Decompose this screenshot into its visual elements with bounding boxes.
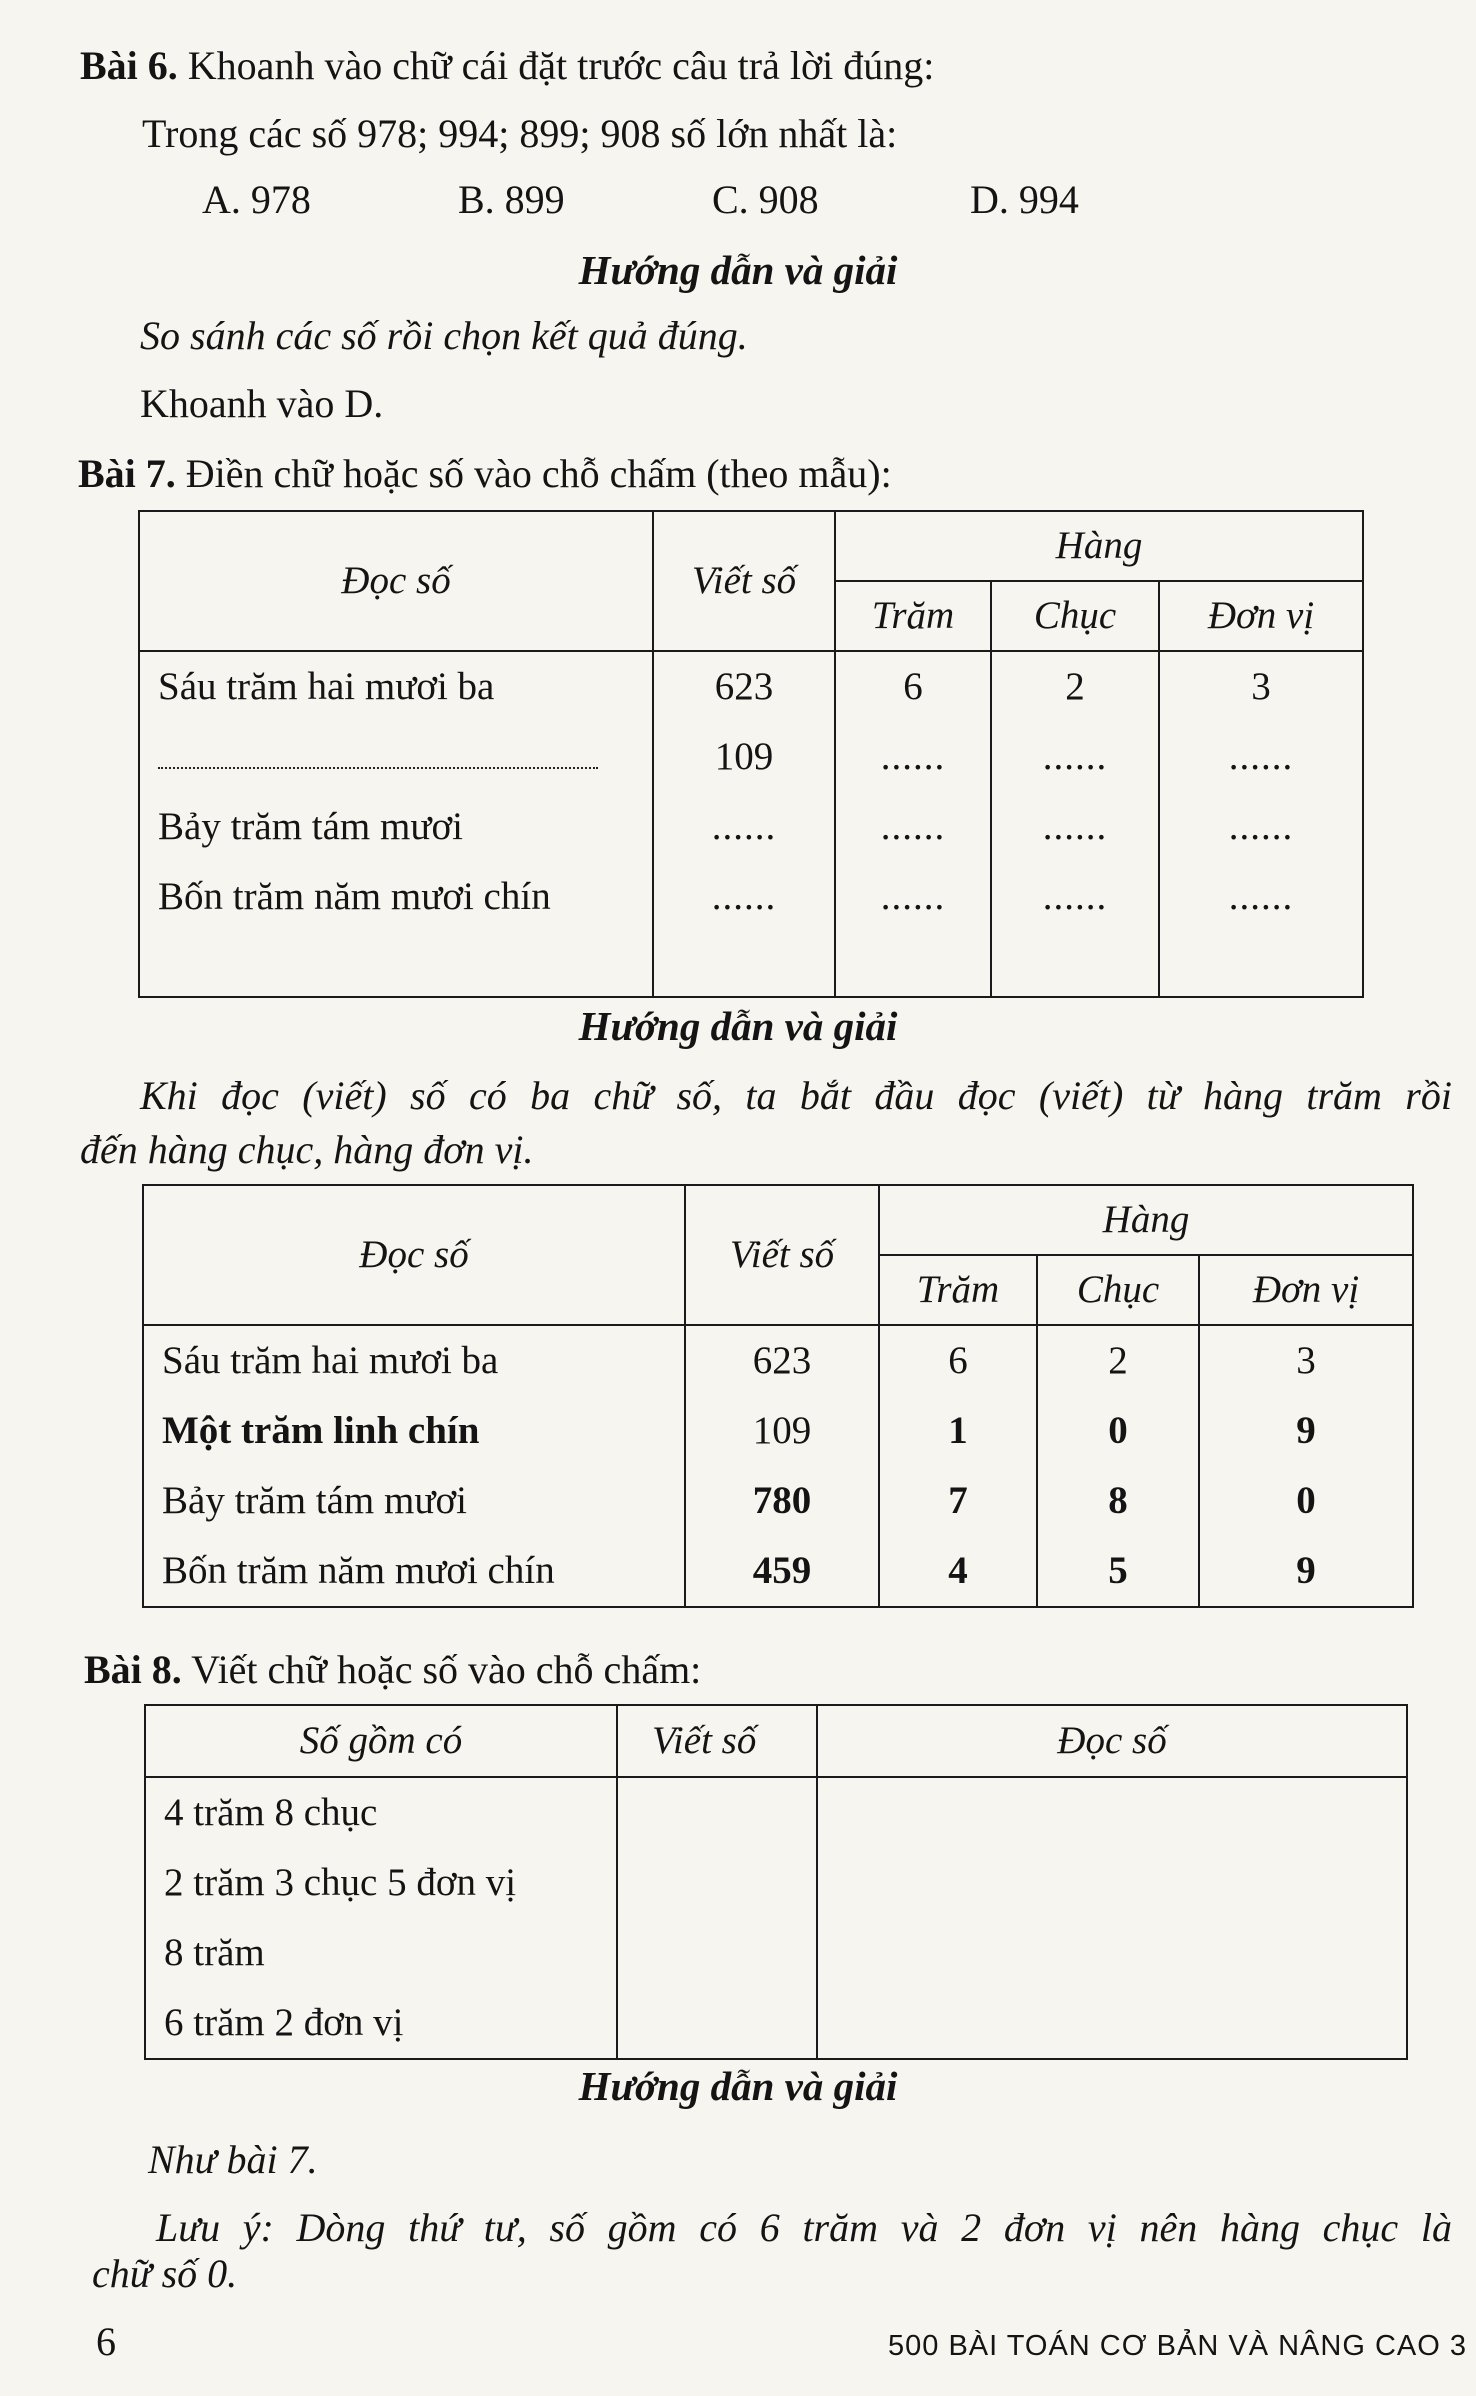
header-viet-so: Viết số: [653, 511, 835, 651]
table-row-doc: Bảy trăm tám mươi: [158, 805, 463, 848]
page-number: 6: [96, 2319, 116, 2364]
table-cell: ......: [1228, 735, 1294, 778]
table-cell: ......: [711, 875, 777, 918]
table-cell: ......: [1228, 805, 1294, 848]
table-cell: 1: [948, 1409, 968, 1452]
table-row: 6 trăm 2 đơn vị: [164, 2001, 404, 2044]
col-don-vi: [1159, 651, 1363, 997]
bai8-heading: [84, 1646, 701, 1694]
table-cell: 0: [1108, 1409, 1128, 1452]
table-cell: 7: [948, 1479, 968, 1522]
table-cell: ......: [1042, 875, 1108, 918]
bai7-instruction: Điền chữ hoặc số vào chỗ chấm (theo mẫu):: [185, 451, 892, 496]
table-cell: 109: [714, 735, 774, 778]
header-viet-so: Viết số: [685, 1185, 879, 1325]
table-cell: ......: [880, 875, 946, 918]
table-cell: 6: [948, 1339, 968, 1382]
table-cell: ......: [880, 805, 946, 848]
bai7-label: Bài 7.: [78, 451, 176, 496]
table-cell: 5: [1108, 1549, 1128, 1592]
table-row-doc: Bảy trăm tám mươi: [162, 1479, 467, 1522]
bai8-table: [144, 1704, 1408, 2060]
table-cell: 4: [948, 1549, 968, 1592]
table-cell: 109: [752, 1409, 812, 1452]
bai6-label: Bài 6.: [80, 43, 178, 88]
table-cell: 3: [1296, 1339, 1316, 1382]
bai6-question: Trong các số 978; 994; 899; 908 số lớn nhất là:: [142, 111, 898, 156]
col-viet-so: [685, 1325, 879, 1607]
header-doc-so: Đọc số: [817, 1705, 1407, 1777]
bai8-hint: Như bài 7.: [148, 2137, 318, 2182]
table-cell: 6: [903, 665, 923, 708]
table-cell: 459: [752, 1549, 812, 1592]
table-cell: 2: [1108, 1339, 1128, 1382]
header-hang: Hàng: [835, 511, 1363, 581]
bai6-heading: [80, 42, 934, 90]
table-row: 4 trăm 8 chục: [164, 1791, 378, 1834]
book-title: 500 BÀI TOÁN CƠ BẢN VÀ NÂNG CAO 3: [888, 2330, 1467, 2362]
col-chuc: [1037, 1325, 1199, 1607]
table-cell: ......: [1228, 875, 1294, 918]
bai6-option-c: C. 908: [712, 177, 819, 222]
bai8-instruction: Viết chữ hoặc số vào chỗ chấm:: [191, 1647, 702, 1692]
table-row-doc-blank: [158, 722, 652, 792]
header-doc-so: Đọc số: [143, 1185, 685, 1325]
bai7-guide-title: Hướng dẫn và giải: [578, 1003, 898, 1049]
header-tram: Trăm: [835, 581, 991, 651]
col-so-gom-co: [145, 1777, 617, 2059]
table-cell: 9: [1296, 1409, 1316, 1452]
table-cell: ......: [1042, 735, 1108, 778]
bai6-instruction: Khoanh vào chữ cái đặt trước câu trả lời đúng:: [187, 43, 935, 88]
bai7-hint-line2: đến hàng chục, hàng đơn vị.: [80, 1127, 534, 1172]
table-cell: 623: [752, 1339, 812, 1382]
table-row: 2 trăm 3 chục 5 đơn vị: [164, 1861, 517, 1904]
table-cell: 0: [1296, 1479, 1316, 1522]
table-row-doc: Sáu trăm hai mươi ba: [158, 665, 495, 708]
table-cell: 9: [1296, 1549, 1316, 1592]
col-tram: [835, 651, 991, 997]
col-viet-so: [653, 651, 835, 997]
table-cell: 2: [1065, 665, 1085, 708]
table-row: 8 trăm: [164, 1931, 265, 1974]
bai7-exercise-table: [138, 510, 1364, 998]
bai6-option-d: D. 994: [970, 177, 1079, 222]
col-viet-so-empty: [617, 1777, 817, 2059]
bai6-hint: So sánh các số rồi chọn kết quả đúng.: [140, 313, 748, 358]
bai8-label: Bài 8.: [84, 1647, 182, 1692]
header-tram: Trăm: [879, 1255, 1037, 1325]
header-hang: Hàng: [879, 1185, 1413, 1255]
bai7-solution-table: [142, 1184, 1414, 1608]
col-don-vi: [1199, 1325, 1413, 1607]
header-don-vi: Đơn vị: [1199, 1255, 1413, 1325]
bai8-guide-title: Hướng dẫn và giải: [578, 2063, 898, 2109]
table-row-doc: Bốn trăm năm mươi chín: [158, 875, 551, 918]
col-doc-so: [139, 651, 653, 997]
bai8-note-line1: Lưu ý: Dòng thứ tư, số gồm có 6 trăm và 2 đơn vị nên hàng chục là: [156, 2205, 1452, 2250]
col-chuc: [991, 651, 1159, 997]
header-doc-so: Đọc số: [139, 511, 653, 651]
bai7-hint-line1: Khi đọc (viết) số có ba chữ số, ta bắt đầu đọc (viết) từ hàng trăm rồi: [140, 1073, 1452, 1118]
table-cell: ......: [880, 735, 946, 778]
table-cell: 623: [714, 665, 774, 708]
bai6-guide-title: Hướng dẫn và giải: [578, 247, 898, 293]
header-chuc: Chục: [1037, 1255, 1199, 1325]
col-doc-so: [143, 1325, 685, 1607]
bai6-option-a: A. 978: [202, 177, 311, 222]
bai6-option-b: B. 899: [458, 177, 565, 222]
table-cell: 8: [1108, 1479, 1128, 1522]
bai7-heading: [78, 450, 892, 498]
bai8-note-line2: chữ số 0.: [92, 2251, 238, 2296]
col-doc-so-empty: [817, 1777, 1407, 2059]
table-row-doc: Một trăm linh chín: [162, 1409, 480, 1452]
table-cell: 780: [752, 1479, 812, 1522]
header-so-gom-co: Số gồm có: [145, 1705, 617, 1777]
table-cell: ......: [1042, 805, 1108, 848]
header-chuc: Chục: [991, 581, 1159, 651]
header-don-vi: Đơn vị: [1159, 581, 1363, 651]
dotted-blank-line: [158, 737, 598, 769]
table-cell: ......: [711, 805, 777, 848]
bai6-answer: Khoanh vào D.: [140, 381, 384, 426]
header-viet-so: Viết số: [617, 1705, 817, 1777]
table-cell: 3: [1251, 665, 1271, 708]
table-row-doc: Bốn trăm năm mươi chín: [162, 1549, 555, 1592]
col-tram: [879, 1325, 1037, 1607]
table-row-doc: Sáu trăm hai mươi ba: [162, 1339, 499, 1382]
